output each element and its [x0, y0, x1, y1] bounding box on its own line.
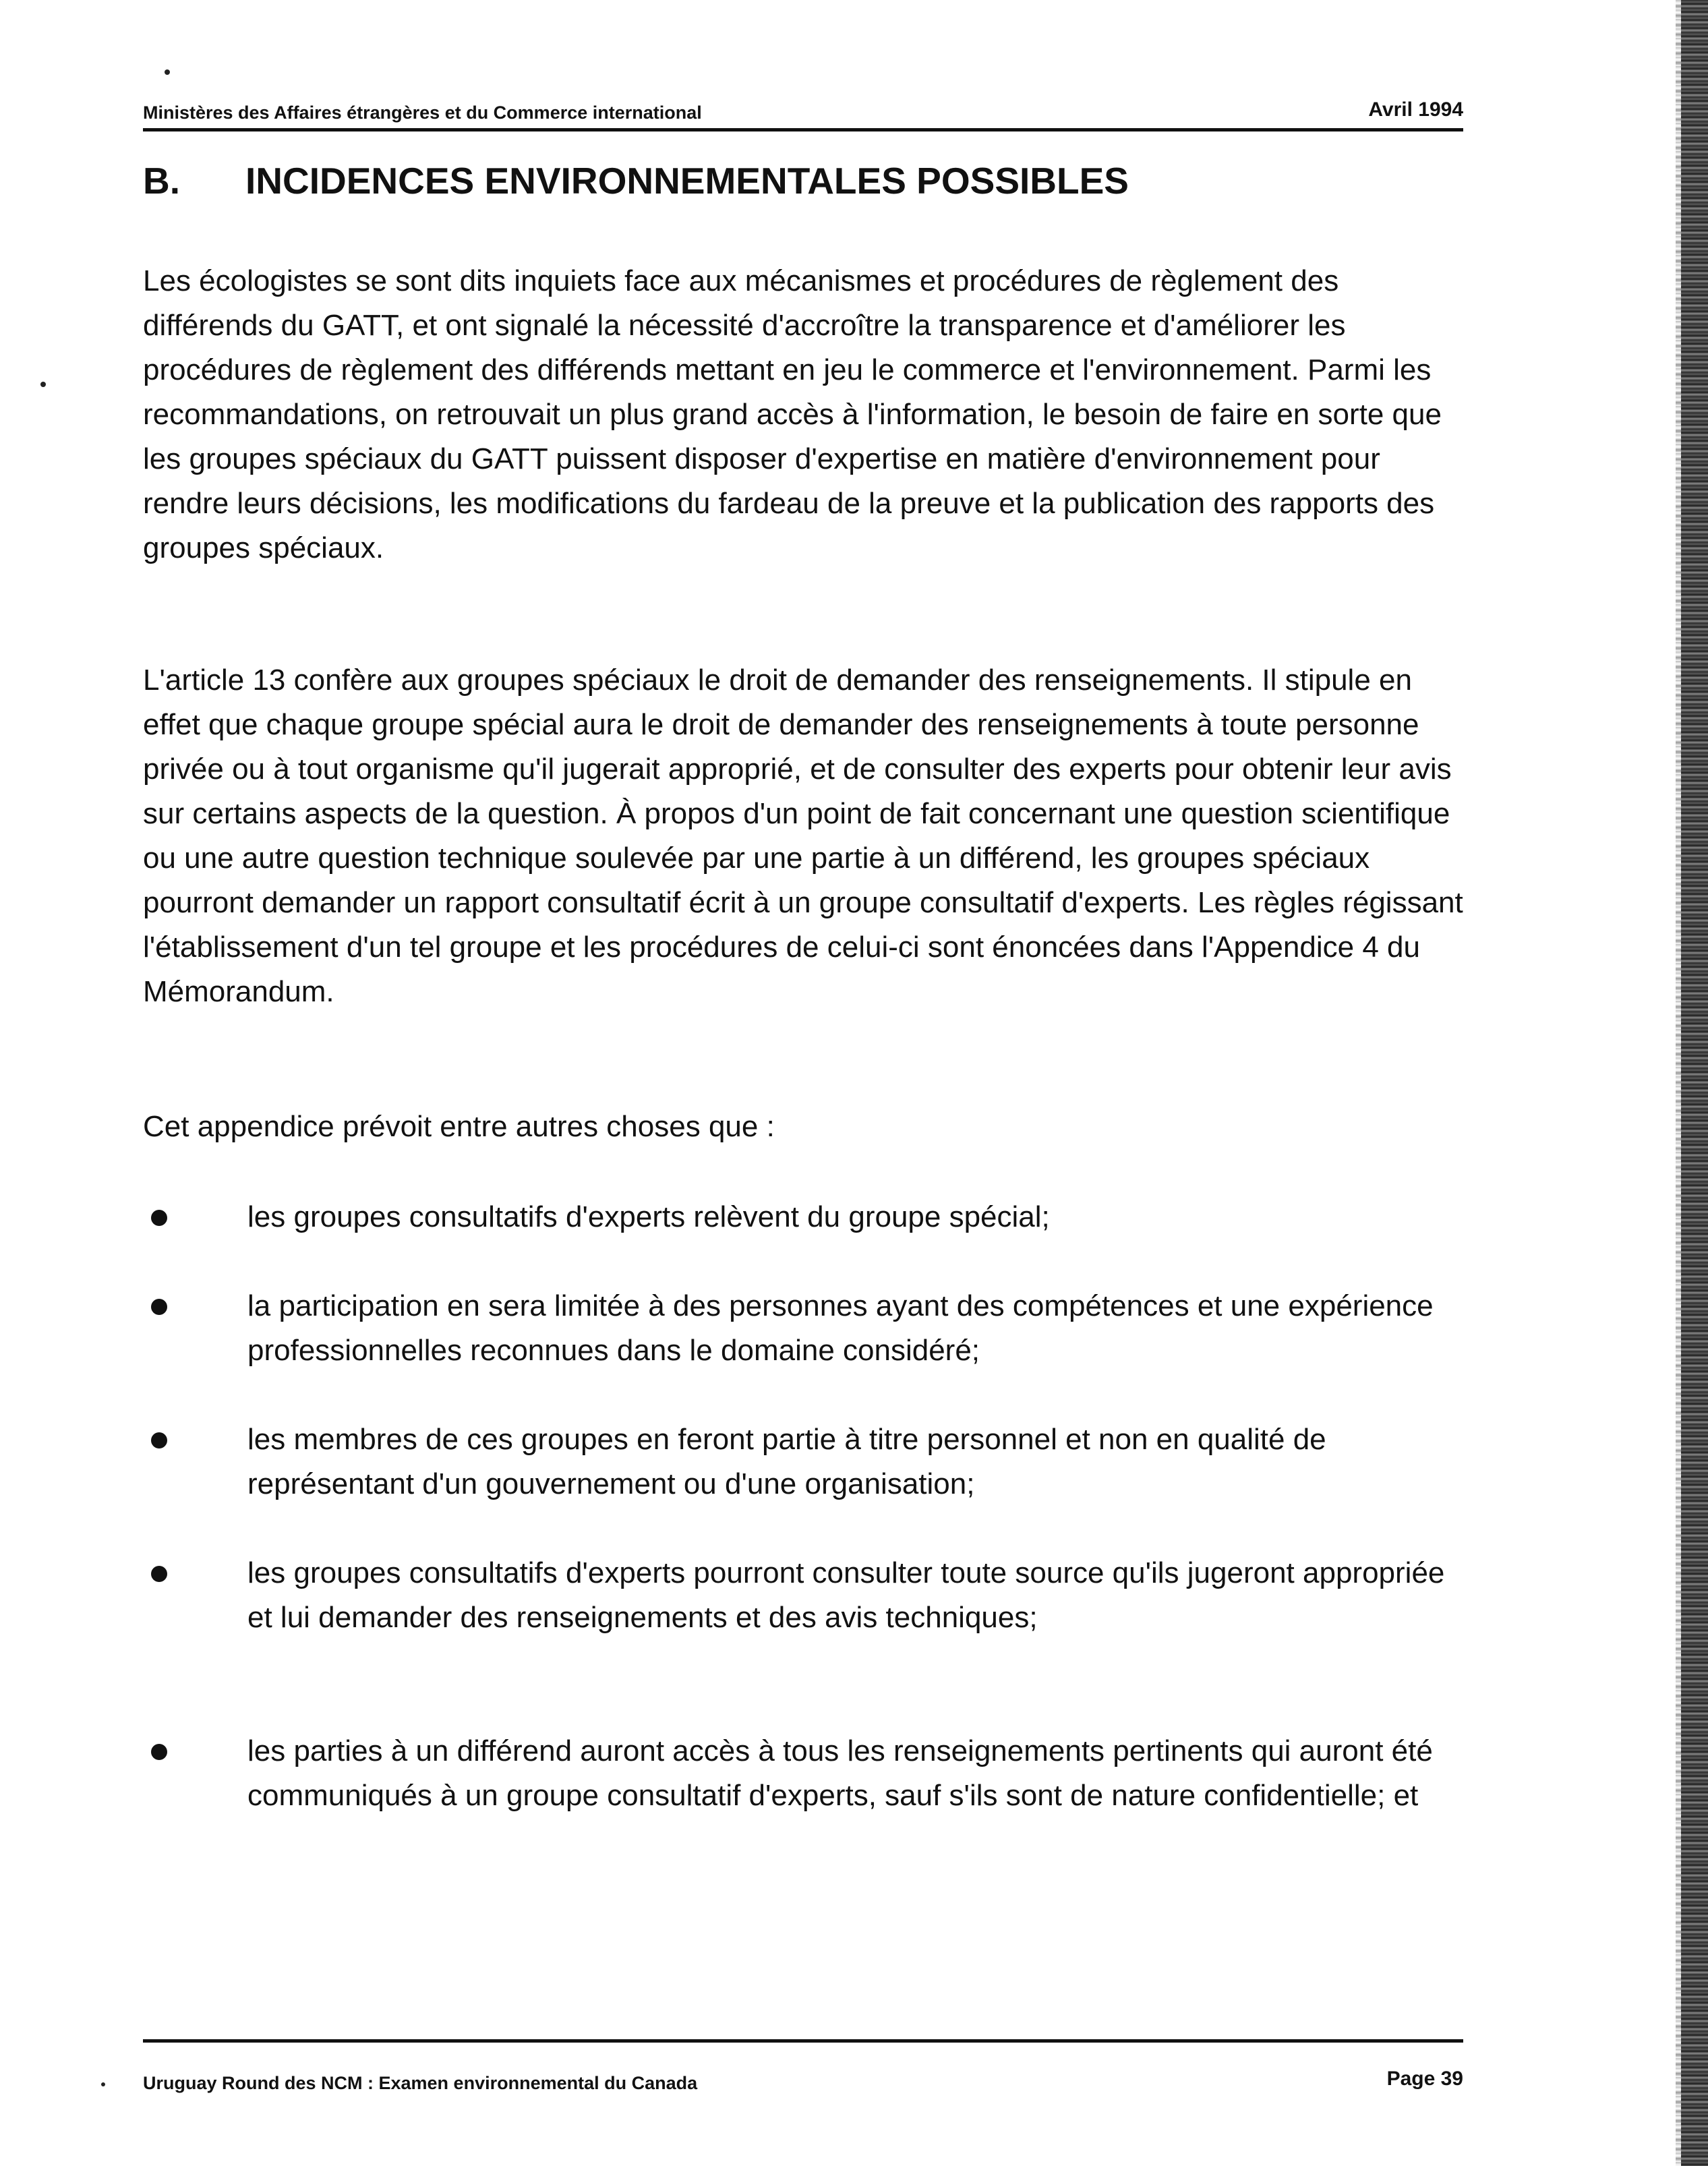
bullet-icon	[151, 1432, 167, 1448]
bullet-icon	[151, 1744, 167, 1760]
header-ministry: Ministères des Affaires étrangères et du Commerce international	[143, 103, 702, 123]
bullet-icon	[151, 1299, 167, 1315]
paragraph-article-13: L'article 13 confère aux groupes spéciaux le droit de demander des renseignements. Il stipule en effet que chaque groupe spécial aura le droit de demander des renseignements à toute personne privée ou à tout organisme qu'il jugerait approprié, et de consulter des experts pour obtenir leur avis sur certains aspects de la question. À propos d'un point de fait concernant une question scientifique ou une autre question technique soulevée par une partie à un différend, les groupes spéciaux pourront demander un rapport consultatif écrit à un groupe consultatif d'experts. Les règles régissant l'établissement d'un tel groupe et les procédures de celui-ci sont énoncées dans l'Appendice 4 du Mémorandum.	[143, 664, 1463, 1008]
header-rule	[143, 128, 1463, 131]
scan-speck	[40, 382, 46, 387]
paragraph-environmentalists: Les écologistes se sont dits inquiets face aux mécanismes et procédures de règlement des différends du GATT, et ont signalé la nécessité d'accroître la transparence et d'améliorer les procédures de règlement des différends mettant en jeu le commerce et l'environnement. Parmi les recommandations, on retrouvait un plus grand accès à l'information, le besoin de faire en sorte que les groupes spéciaux du GATT puissent disposer d'expertise en matière d'environnement pour rendre leurs décisions, les modifications du fardeau de la preuve et la publication des rapports des groupes spéciaux.	[143, 264, 1442, 564]
page-number: Page 39	[1386, 2068, 1463, 2090]
section-title: INCIDENCES ENVIRONNEMENTALES POSSIBLES	[245, 160, 1129, 202]
footer-rule	[143, 2039, 1463, 2043]
list-item-text: les membres de ces groupes en feront partie à titre personnel et non en qualité de représentant d'un gouvernement ou d'une organisation;	[247, 1423, 1326, 1500]
scan-speck	[101, 2082, 105, 2086]
page-header	[143, 98, 1463, 125]
scan-edge	[1681, 0, 1708, 2166]
header-date: Avril 1994	[1368, 98, 1463, 121]
page-footer	[143, 2068, 1463, 2095]
paragraph-appendix-intro: Cet appendice prévoit entre autres choses que :	[143, 1110, 775, 1143]
section-number: B.	[143, 160, 180, 202]
footer-document-title: Uruguay Round des NCM : Examen environnemental du Canada	[143, 2073, 698, 2093]
list-item-text: les groupes consultatifs d'experts relèvent du groupe spécial;	[247, 1200, 1050, 1233]
scan-speck	[165, 69, 170, 75]
bullet-icon	[151, 1566, 167, 1582]
list-item-text: les groupes consultatifs d'experts pourront consulter toute source qu'ils jugeront appropriée et lui demander des renseignements et des avis techniques;	[247, 1556, 1445, 1634]
list-item-text: les parties à un différend auront accès à tous les renseignements pertinents qui auront été communiqués à un groupe consultatif d'experts, sauf s'ils sont de nature confidentielle; et	[247, 1734, 1433, 1812]
list-item-text: la participation en sera limitée à des personnes ayant des compétences et une expérience professionnelles reconnues dans le domaine considéré;	[247, 1289, 1434, 1367]
bullet-icon	[151, 1210, 167, 1226]
